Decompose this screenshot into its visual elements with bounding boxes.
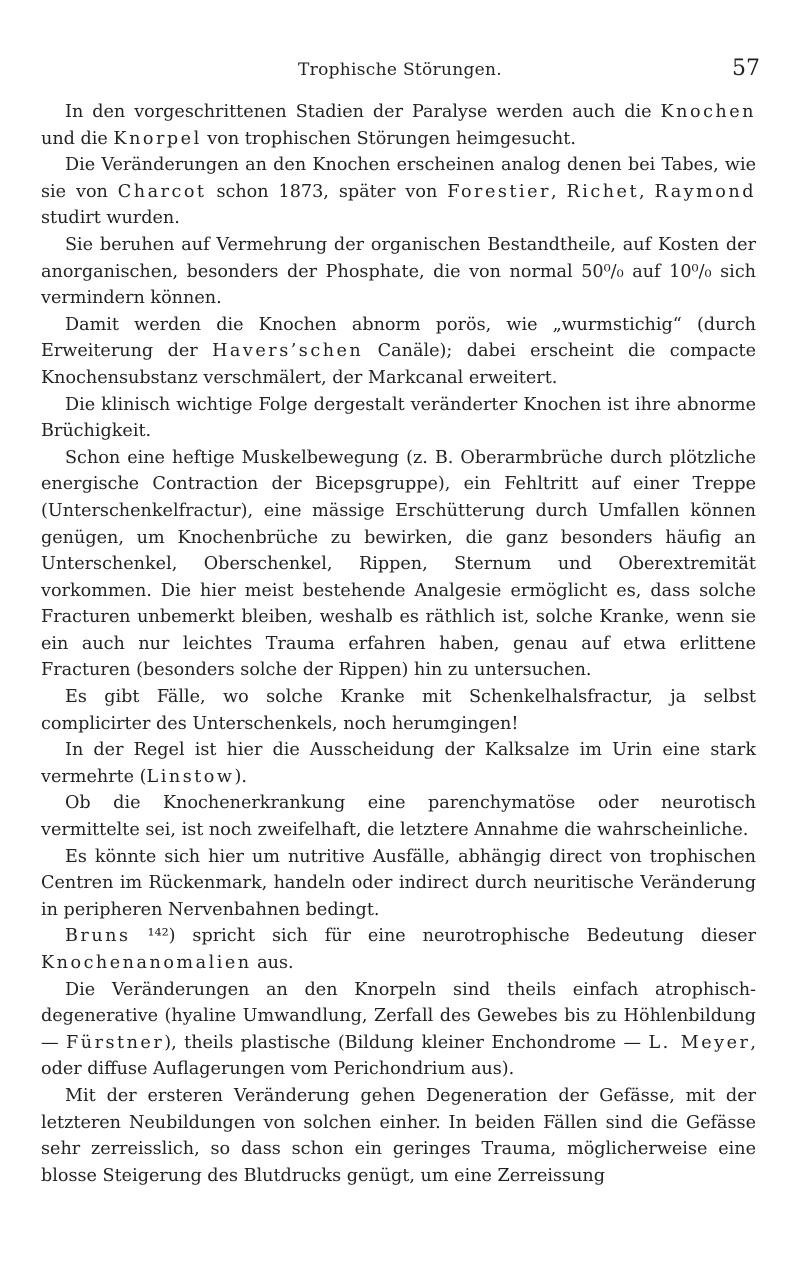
text-run: In den vorgeschrittenen Stadien der Paralyse werden auch die xyxy=(65,102,661,122)
spaced-name: Linstow xyxy=(146,766,235,787)
paragraph xyxy=(41,790,756,843)
text-run: schon 1873, später von xyxy=(206,181,448,202)
running-title: Trophische Störungen. xyxy=(298,60,502,80)
text-run: Sie beruhen auf Vermehrung der organischen Bestandtheile, auf Kosten der anorganischen, besonders der Phosphate, die von normal 50⁰/₀ auf 10⁰/₀ sich vermindern können. xyxy=(41,234,756,309)
paragraph xyxy=(41,312,756,392)
text-run: , xyxy=(639,181,655,202)
text-run: aus. xyxy=(251,953,294,973)
text-run: Es gibt Fälle, wo solche Kranke mit Schenkelhalsfractur, ja selbst complicirter des Unterschenkels, noch herumgingen! xyxy=(41,687,756,734)
text-run: von trophischen Störungen heimgesucht. xyxy=(201,128,576,149)
text-run: ¹⁴²) spricht sich für eine neurotrophische Bedeutung dieser xyxy=(130,926,756,947)
paragraph xyxy=(41,684,756,737)
text-run: Mit der ersteren Veränderung gehen Degeneration der Gefässe, mit der letzteren Neubildungen von solchen einher. In beiden Fällen sind die Gefässe sehr zerreisslich, so dass schon ein geringes Trauma, möglicherweise eine blosse Steigerung des Blutdrucks genügt, um eine Zerreissung xyxy=(41,1085,756,1186)
text-run: Canäle); dabei erscheint die compacte Knochensubstanz verschmälert, der Markcanal erweitert. xyxy=(41,341,756,388)
spaced-name: Fürstner xyxy=(66,1032,165,1053)
paragraph xyxy=(41,445,756,684)
paragraph xyxy=(41,923,756,976)
spaced-name: Charcot xyxy=(117,181,207,202)
text-run: Schon eine heftige Muskelbewegung (z. B. Oberarmbrüche durch plötzliche energische Contraction der Bicepsgruppe), ein Fehltritt auf einer Treppe (Unterschenkelfractur), eine mässige Erschütterung durch Umfallen können genügen, um Knochenbrüche zu bewirken, die ganz besonders häufig an Unterschenkel, Oberschenkel, Rippen, Sternum und Oberextremität vorkommen. Die hier meist bestehende Analgesie ermöglicht es, dass solche Fracturen unbemerkt bleiben, weshalb es räthlich ist, solche Kranke, wenn sie ein auch nur leichtes Trauma erfahren haben, genau auf etwa erlittene Fracturen (besonders solche der Rippen) hin zu untersuchen. xyxy=(41,447,756,681)
text-run: Es könnte sich hier um nutritive Ausfälle, abhängig direct von trophischen Centren im Rückenmark, handeln oder indirect durch neuritische Veränderung in peripheren Nervenbahnen bedingt. xyxy=(41,846,756,920)
text-run: studirt wurden. xyxy=(41,208,180,229)
spaced-name: Raymond xyxy=(654,181,756,202)
paragraph xyxy=(41,99,756,152)
text-run: Ob die Knochenerkrankung eine parenchymatöse oder neurotisch vermittelte sei, ist noch zweifelhaft, die letztere Annahme die wahrscheinliche. xyxy=(41,793,756,841)
text-run: Die Veränderungen an den Knorpeln sind theils einfach atrophisch-degenerative (hyaline Umwandlung, Zerfall des Gewebes bis zu Höhlenbildung — xyxy=(41,979,756,1053)
spaced-name: Knorpel xyxy=(113,128,202,149)
text-run: Die klinisch wichtige Folge dergestalt veränderter Knochen ist ihre abnorme Brüchigkeit. xyxy=(41,394,756,442)
paragraph xyxy=(41,977,756,1083)
spaced-name: Knochenanomalien xyxy=(41,953,252,973)
paragraph xyxy=(41,232,756,312)
spaced-name: Richet xyxy=(566,181,640,202)
text-run: , oder diffuse Auflagerungen vom Perichondrium aus). xyxy=(41,1032,756,1080)
spaced-name: Forestier xyxy=(447,181,551,202)
text-run: Damit werden die Knochen abnorm porös, wie „wurmstichig“ (durch Erweiterung der xyxy=(41,314,756,362)
spaced-name: Knochen xyxy=(660,102,756,122)
paragraph xyxy=(41,1083,756,1189)
text-run: In der Regel ist hier die Ausscheidung der Kalksalze im Urin eine stark vermehrte ( xyxy=(41,740,756,787)
text-run: , xyxy=(550,181,567,202)
paragraph xyxy=(41,152,756,232)
text-run: ), theils plastische (Bildung kleiner Enchondrome — xyxy=(164,1032,649,1053)
text-run: ). xyxy=(234,766,247,787)
spaced-name: Havers’schen xyxy=(212,341,364,362)
text-run: und die xyxy=(41,128,114,149)
page-header xyxy=(40,56,760,90)
spaced-name: Bruns xyxy=(65,926,131,947)
text-run: Die Veränderungen an den Knochen erscheinen analog denen bei Tabes, wie sie von xyxy=(41,155,756,202)
paragraph xyxy=(41,737,756,790)
paragraph xyxy=(41,392,756,445)
spaced-name: L. Meyer xyxy=(648,1032,751,1053)
paragraph xyxy=(41,844,756,924)
body-text xyxy=(41,99,756,1189)
page-number: 57 xyxy=(732,56,760,81)
